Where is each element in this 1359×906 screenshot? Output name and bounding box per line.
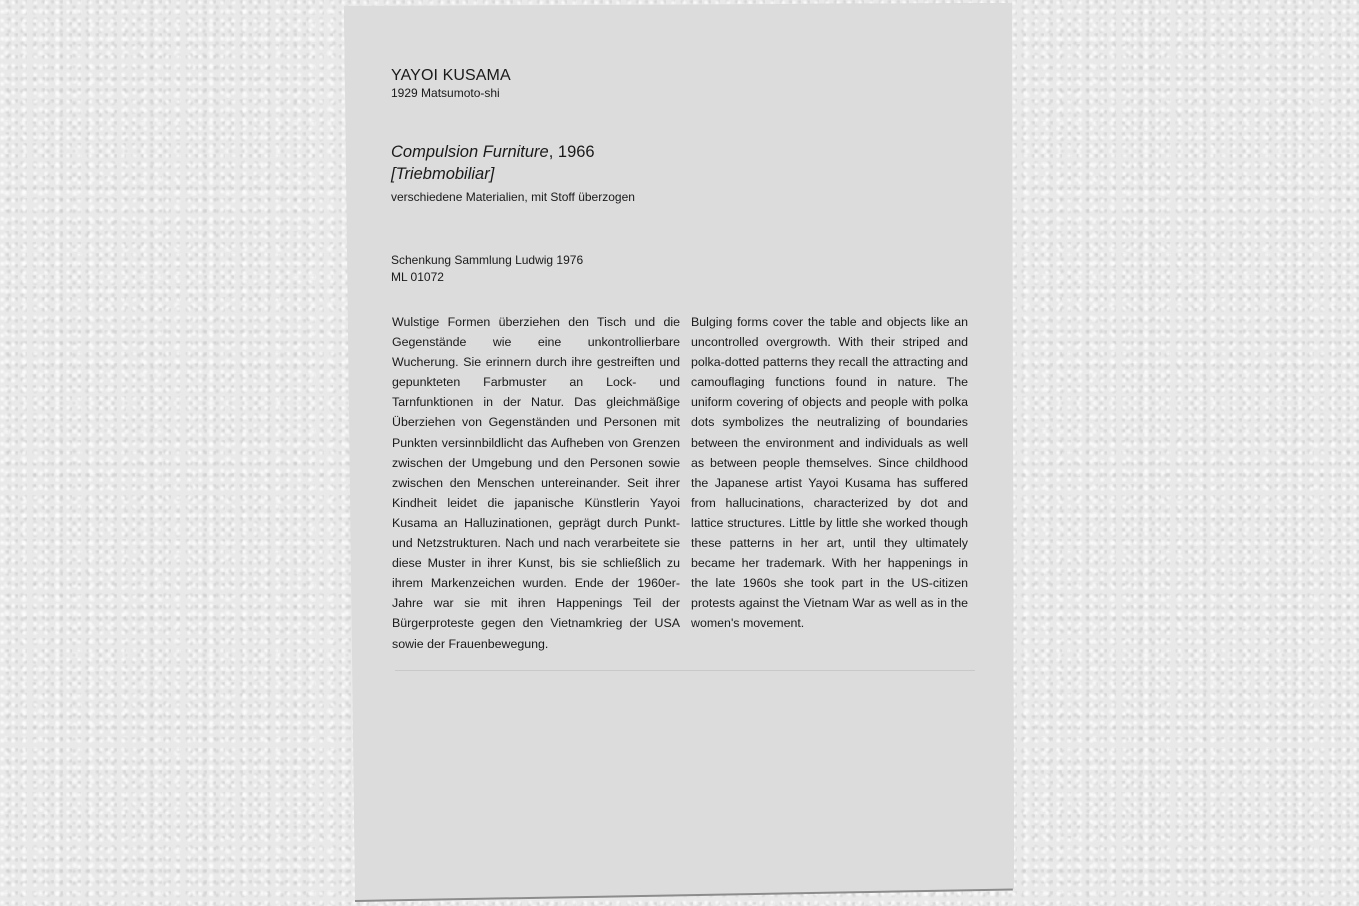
artist-name: YAYOI KUSAMA [391, 67, 511, 84]
artwork-title-line [391, 143, 595, 162]
description-german: Wulstige Formen überziehen den Tisch und die Gegenstände wie eine unkontrollierbare Wucherung. Sie erinnern durch ihre gestreiften und gepunkteten Farbmuster an Lock- und Tarnfunktionen in der Natur. Das gleichmäßige Überziehen von Gegenständen und Personen mit Punkten versinnbildlicht das Aufheben von Grenzen zwischen der Umgebung und den Personen sowie zwischen den Menschen untereinander. Seit ihrer Kindheit leidet die japanische Künstlerin Yayoi Kusama an Halluzinationen, geprägt durch Punkt- und Netzstrukturen. Nach und nach verarbeitete sie diese Muster in ihrer Kunst, bis sie schließlich zu ihrem Markenzeichen wurden. Ende der 1960er-Jahre war sie mit ihren Happenings Teil der Bürgerproteste gegen den Vietnamkrieg der USA sowie der Frauenbewegung. [392, 315, 680, 651]
credit-line: Schenkung Sammlung Ludwig 1976 [391, 253, 584, 267]
artwork-year: , 1966 [548, 143, 595, 161]
description-english: Bulging forms cover the table and objects like an uncontrolled overgrowth. With their striped and polka-dotted patterns they recall the attracting and camouflaging functions found in nature. The uniform covering of objects and people with polka dots symbolizes the neutralizing of boundaries between the environment and individuals as well as between people themselves. Since childhood the Japanese artist Yayoi Kusama has suffered from hallucinations, characterized by dot and lattice structures. Little by little she worked though these patterns in her art, until they ultimately became her trademark. With her happenings in the late 1960s she took part in the US-citizen protests against the Vietnam War as well as in the women's movement. [691, 315, 968, 631]
artwork-title-german: [Triebmobiliar] [391, 165, 495, 183]
artist-birth-info: 1929 Matsumoto-shi [391, 86, 500, 100]
artwork-title: Compulsion Furniture [391, 143, 549, 161]
divider-line [395, 670, 975, 671]
inventory-number: ML 01072 [391, 270, 444, 284]
credit-block [391, 252, 583, 286]
artwork-medium: verschiedene Materialien, mit Stoff überzogen [391, 190, 635, 204]
